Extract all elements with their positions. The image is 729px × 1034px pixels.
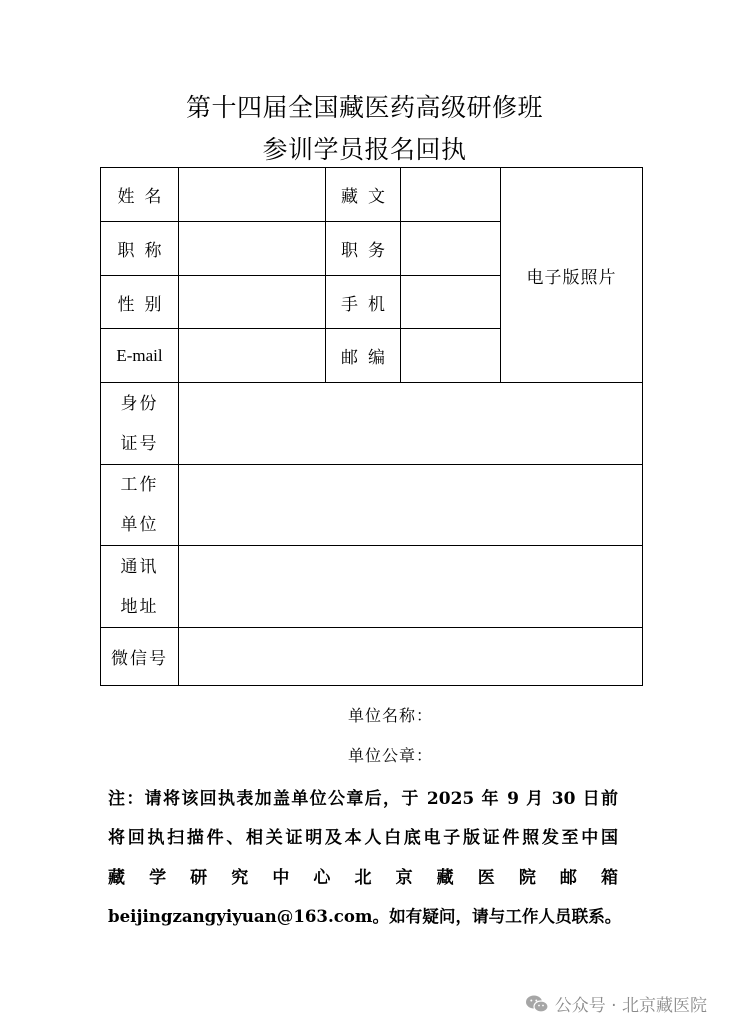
mobile-label: 手机 xyxy=(326,276,401,329)
photo-label: 电子版照片 xyxy=(526,267,617,288)
note-line-4: beijingzangyiyuan@163.com。如有疑问，请与工作人员联系。 xyxy=(108,906,622,926)
wechat-icon xyxy=(525,994,549,1014)
email-field[interactable] xyxy=(179,329,326,383)
note-line-2: 将回执扫描件、相关证明及本人白底电子版证件照发至中国 xyxy=(108,828,618,848)
id-number-field[interactable] xyxy=(179,383,643,465)
note-line-1: 注：请将该回执表加盖单位公章后，于 2025 年 9 月 30 日前 xyxy=(108,789,618,809)
page-subtitle: 参训学员报名回执 xyxy=(262,135,467,164)
tibetan-field[interactable] xyxy=(401,168,501,222)
id-number-label-line2: 证号 xyxy=(120,433,159,454)
unit-seal-label: 单位公章： xyxy=(347,746,433,765)
address-label xyxy=(101,546,179,628)
gender-field[interactable] xyxy=(179,276,326,329)
tibetan-label: 藏文 xyxy=(326,168,401,222)
footer-text: 公众号 · 北京藏医院 xyxy=(554,996,707,1016)
name-label: 姓名 xyxy=(101,168,179,222)
email-label: E-mail xyxy=(101,329,179,383)
wechat-field[interactable] xyxy=(179,628,643,686)
professional-title-field[interactable] xyxy=(179,222,326,276)
work-unit-label-line1: 工作 xyxy=(120,475,159,495)
photo-box[interactable] xyxy=(501,168,643,383)
mobile-field[interactable] xyxy=(401,276,501,329)
registration-form-table xyxy=(100,167,643,686)
position-field[interactable] xyxy=(401,222,501,276)
note-line-3: 藏学研究中心北京藏医院邮箱 xyxy=(108,868,618,888)
page-title: 第十四届全国藏医药高级研修班 xyxy=(185,93,543,122)
postcode-field[interactable] xyxy=(401,329,501,383)
address-label-line1: 通讯 xyxy=(120,556,159,577)
unit-name-label: 单位名称： xyxy=(347,706,433,725)
id-number-label xyxy=(101,383,179,465)
footer-account[interactable] xyxy=(525,991,707,1016)
id-number-label-line1: 身份 xyxy=(120,393,159,414)
postcode-label: 邮编 xyxy=(326,329,401,383)
work-unit-label-line2: 单位 xyxy=(120,515,159,535)
work-unit-field[interactable] xyxy=(179,465,643,546)
address-label-line2: 地址 xyxy=(120,596,159,617)
gender-label: 性别 xyxy=(101,276,179,329)
address-field[interactable] xyxy=(179,546,643,628)
professional-title-label: 职称 xyxy=(101,222,179,276)
name-field[interactable] xyxy=(179,168,326,222)
position-label: 职务 xyxy=(326,222,401,276)
wechat-label: 微信号 xyxy=(101,628,179,686)
work-unit-label xyxy=(101,465,179,546)
